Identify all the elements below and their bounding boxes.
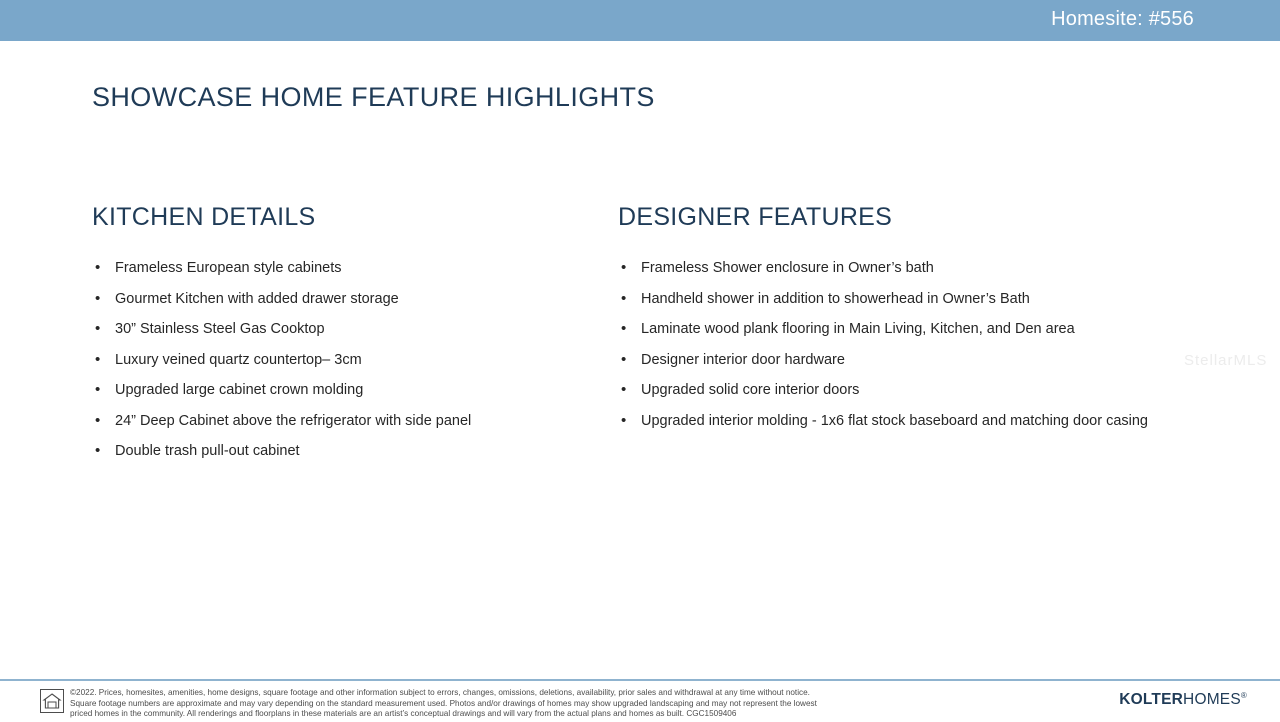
list-item: • Luxury veined quartz countertop– 3cm — [92, 350, 592, 371]
list-item: • Gourmet Kitchen with added drawer storage — [92, 289, 592, 310]
homesite-label: Homesite: #556 — [1051, 8, 1194, 30]
logo-registered-mark: ® — [1240, 691, 1247, 700]
designer-features-list — [618, 258, 1158, 432]
list-item: • Upgraded large cabinet crown molding — [92, 380, 592, 401]
list-item: • Laminate wood plank flooring in Main Living, Kitchen, and Den area — [618, 319, 1158, 340]
designer-features-heading: DESIGNER FEATURES — [618, 203, 893, 231]
list-item: • Frameless European style cabinets — [92, 258, 592, 279]
list-item: • Frameless Shower enclosure in Owner’s bath — [618, 258, 1158, 279]
equal-housing-opportunity-icon — [40, 689, 64, 713]
list-item: • Upgraded solid core interior doors — [618, 380, 1158, 401]
list-item: • Handheld shower in addition to showerhead in Owner’s Bath — [618, 289, 1158, 310]
footer-disclaimer-line-2: Square footage numbers are approximate and may vary depending on the standard measurement used. Photos and/or drawings of homes may show upgraded landscaping and may not represent the lowest — [70, 698, 817, 708]
footer — [0, 679, 1280, 722]
designer-features-column — [618, 203, 1158, 441]
list-item: • Designer interior door hardware — [618, 350, 1158, 371]
list-item: • Upgraded interior molding - 1x6 flat stock baseboard and matching door casing — [618, 411, 1158, 432]
kitchen-details-column — [92, 203, 592, 472]
logo-homes-text: HOMES — [1183, 691, 1241, 709]
footer-disclaimer-line-1: ©2022. Prices, homesites, amenities, home designs, square footage and other information subject to errors, changes, omissions, deletions, availability, prior sales and withdrawal at any time without notice. — [70, 688, 810, 697]
list-item: • Double trash pull-out cabinet — [92, 441, 592, 462]
list-item: • 24” Deep Cabinet above the refrigerator with side panel — [92, 411, 592, 432]
top-banner — [0, 0, 1280, 41]
kitchen-details-heading: KITCHEN DETAILS — [92, 203, 316, 231]
kitchen-details-list — [92, 258, 592, 462]
footer-disclaimer — [70, 688, 1085, 720]
page-title: SHOWCASE HOME FEATURE HIGHLIGHTS — [92, 82, 655, 112]
logo-kolter-text: KOLTER — [1119, 691, 1184, 709]
kolter-homes-logo — [1119, 691, 1247, 709]
list-item: • 30” Stainless Steel Gas Cooktop — [92, 319, 592, 340]
footer-disclaimer-line-3: priced homes in the community. All renderings and floorplans in these materials are an artist’s conceptual drawings and will vary from the actual plans and homes as built. CGC1509406 — [70, 709, 737, 718]
stellar-mls-watermark: StellarMLS — [1184, 352, 1268, 369]
